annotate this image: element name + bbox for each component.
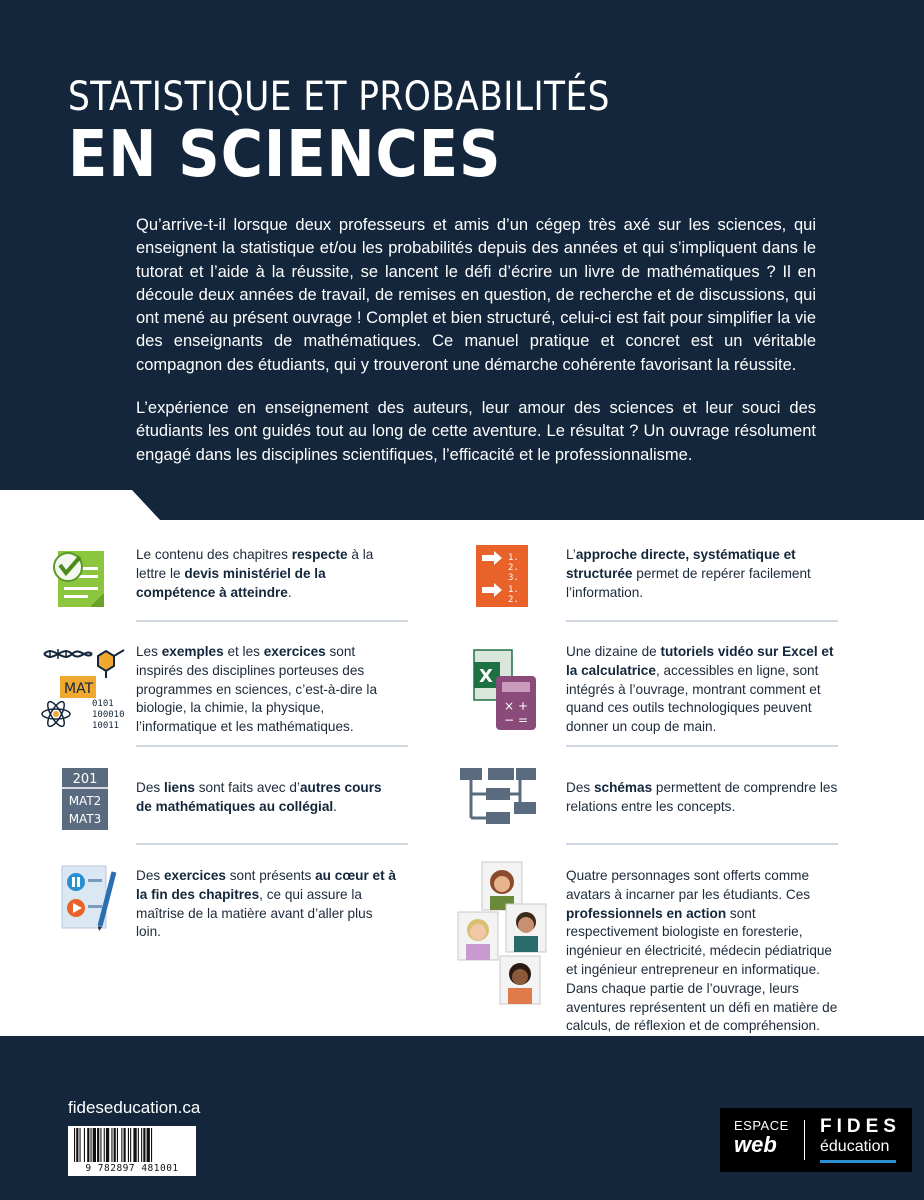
feature-text: sont respectivement biologiste en foresterie, ingénieur en électricité, médecin pédiatrique et ingénieur entrepreneur en informatique. Dans chaque partie de l’ouvrage, leurs aventures représentent un défi en matière de calculs, de réflexion et de compréhension.	[566, 905, 838, 1034]
avatar-biologist	[482, 862, 522, 910]
feature-bold: tutoriels vidéo sur Excel et la calculatrice	[566, 644, 834, 678]
svg-text:×: ×	[504, 699, 515, 713]
barcode-bar	[151, 1128, 152, 1162]
intro-paragraph-2: L’expérience en enseignement des auteurs, leur amour des sciences et leur souci des étudiants les ont guidés tout au long de cette aventure. Le résultat ? Un ouvrage résolument engagé dans les disciplines scientifiques, l’efficacité et le professionnalisme.	[136, 399, 816, 464]
ordered-list-icon	[472, 543, 532, 609]
feature-text: Des	[136, 868, 164, 883]
separator	[566, 745, 838, 747]
excel-calculator-icon	[470, 648, 538, 732]
barcode-bar	[91, 1128, 92, 1162]
barcode-bar	[121, 1128, 122, 1162]
avatar-software-engineer	[500, 956, 540, 1004]
list-number-2: 2.	[508, 563, 519, 573]
checklist-document-icon	[50, 545, 112, 609]
feature-text: L’	[566, 547, 576, 562]
feature-text: sont inspirés des disciplines porteuses des programmes en sciences, c’est-à-dire la biologie, la chimie, la physique, l’informatique et les mathématiques.	[136, 644, 378, 735]
feature-avatars	[566, 867, 846, 1036]
feature-approach	[566, 546, 842, 602]
feature-bold: au cœur et à la fin des chapitres	[136, 868, 396, 902]
feature-bold: liens	[163, 780, 195, 795]
barcode-bar	[111, 1128, 112, 1162]
diagram-icon	[458, 766, 538, 828]
barcode-bar	[141, 1128, 142, 1162]
feature-text: Le contenu des chapitres	[136, 547, 292, 562]
barcode-bar	[84, 1128, 85, 1162]
list-number-3: 3.	[508, 573, 519, 583]
title-line-2: EN SCIENCES	[68, 118, 502, 192]
course-code-201: 201	[72, 772, 98, 787]
feature-bold: exercices	[163, 868, 226, 883]
barcode-bars	[68, 1128, 196, 1164]
feature-exercises	[136, 867, 398, 942]
title-line-1: STATISTIQUE ET PROBABILITÉS	[68, 74, 610, 120]
feature-text: .	[287, 584, 292, 600]
feature-text: Des	[566, 780, 594, 795]
barcode-bar	[80, 1128, 81, 1162]
avatar-electrical-engineer	[506, 904, 546, 952]
exercises-icon	[56, 862, 122, 932]
feature-bold: exemples	[161, 644, 224, 659]
feature-text: .	[333, 798, 337, 814]
binary-line-1: 0101	[92, 699, 114, 709]
feature-text: et les	[223, 644, 264, 659]
barcode	[68, 1126, 196, 1176]
course-codes-icon	[62, 768, 108, 830]
barcode-bar	[87, 1128, 89, 1162]
logo-accent-bar	[820, 1160, 896, 1163]
logo-fides: FIDES	[820, 1116, 901, 1137]
logo-education: éducation	[820, 1138, 890, 1155]
list-number-1: 1.	[508, 553, 519, 563]
feature-text: permet de repérer facilement l’information.	[566, 565, 811, 600]
barcode-bar	[133, 1128, 136, 1162]
binary-line-3: 10011	[92, 721, 120, 731]
publisher-logo	[720, 1108, 912, 1172]
list-number-4: 1.	[508, 585, 519, 595]
barcode-bar	[124, 1128, 126, 1162]
separator	[136, 745, 408, 747]
feature-text: Les	[136, 644, 162, 659]
barcode-bar	[117, 1128, 118, 1162]
barcode-bar	[114, 1128, 116, 1162]
barcode-bar	[76, 1128, 78, 1162]
intro-text	[136, 214, 816, 487]
separator	[566, 843, 838, 845]
feature-bold: autres cours de mathématiques au collégial	[136, 780, 382, 814]
mat-label: MAT	[64, 681, 94, 697]
course-code-mat2: MAT2	[68, 794, 102, 808]
barcode-bar	[74, 1128, 75, 1162]
barcode-bar	[106, 1128, 109, 1162]
feature-text: sont présents	[225, 868, 316, 883]
barcode-bar	[128, 1128, 129, 1162]
feature-tutorials	[566, 643, 842, 737]
feature-text: à la lettre le	[136, 547, 374, 581]
intro-paragraph-1: Qu’arrive-t-il lorsque deux professeurs et amis d’un cégep très axé sur les sciences, qui enseignent la statistique et/ou les probabilités depuis des années et qui s’impliquent dans le tutorat et l’aide à la réussite, se lancent le défi d’écrire un livre de mathématiques ? Il en découle deux années de travail, de remises en question, de recherche et de discussions, qui ont mené au présent ouvrage ! Complet et bien structuré, celui-ci est fait pour simplifier la vie des enseignants de mathématiques. Ce manuel pratique et concret est un véritable compagnon des étudiants, qui y trouveront une démarche cohérente favorisant la réussite.	[136, 216, 816, 374]
feature-text: Une dizaine de	[566, 644, 661, 659]
svg-text:X: X	[479, 666, 493, 687]
feature-bold: exercices	[263, 644, 326, 659]
svg-text:+: +	[518, 699, 529, 713]
course-code-mat3: MAT3	[68, 812, 102, 826]
feature-bold: respecte	[291, 547, 348, 562]
feature-links	[136, 779, 398, 817]
barcode-number: 9 782897 481001	[85, 1163, 179, 1174]
feature-text: , ce qui assure la maîtrise de la matière avant d’aller plus loin.	[136, 886, 373, 940]
avatar-doctor	[458, 912, 498, 960]
barcode-bar	[93, 1128, 96, 1162]
feature-bold: devis ministériel de la compétence à atteindre	[136, 565, 326, 600]
feature-schemas	[566, 779, 842, 817]
feature-text: Des	[136, 780, 164, 795]
barcode-bar	[147, 1128, 150, 1162]
feature-text: , accessibles en ligne, sont intégrés à l’ouvrage, montrant comment et quand ces outils technologiques peuvent donner un coup de main.	[566, 662, 821, 735]
feature-examples	[136, 643, 398, 737]
separator	[136, 620, 408, 622]
barcode-bar	[100, 1128, 101, 1162]
barcode-bar	[104, 1128, 105, 1162]
publisher-url[interactable]: fideseducation.ca	[68, 1098, 201, 1117]
logo-espace: ESPACE	[734, 1118, 789, 1133]
feature-competence	[136, 546, 398, 602]
logo-divider	[804, 1120, 805, 1160]
separator	[136, 843, 408, 845]
barcode-bar	[97, 1128, 99, 1162]
barcode-bar	[130, 1128, 131, 1162]
binary-line-2: 100010	[92, 710, 125, 720]
svg-text:−: −	[504, 713, 515, 727]
feature-text: permettent de comprendre les relations entre les concepts.	[566, 780, 838, 814]
feature-bold: professionnels en action	[566, 905, 727, 921]
list-number-5: 2.	[508, 595, 519, 605]
logo-web: web	[734, 1132, 777, 1157]
avatars-icon	[456, 860, 554, 1006]
feature-text: sont faits avec d’	[194, 780, 300, 795]
science-disciplines-icon	[40, 642, 130, 734]
feature-bold: approche directe, systématique et structurée	[566, 547, 796, 581]
feature-text: Quatre personnages sont offerts comme avatars à incarner par les étudiants. Ces	[566, 868, 811, 902]
barcode-bar	[143, 1128, 145, 1162]
barcode-bar	[138, 1128, 139, 1162]
feature-bold: schémas	[593, 780, 653, 795]
separator	[566, 620, 838, 622]
svg-text:=: =	[518, 713, 529, 727]
